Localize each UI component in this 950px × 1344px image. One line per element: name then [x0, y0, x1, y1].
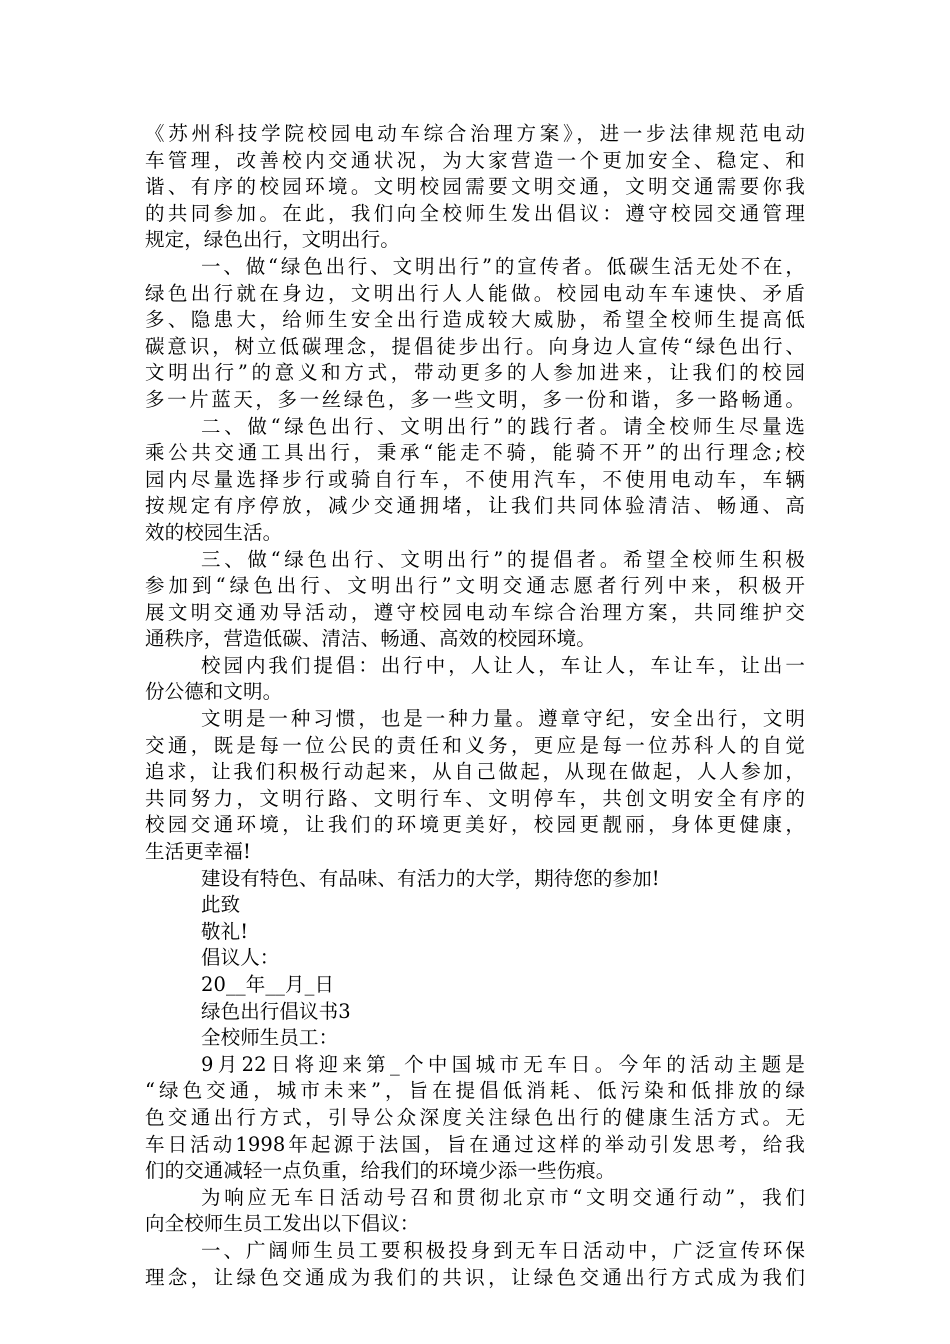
text-line: 为响应无车日活动号召和贯彻北京市“文明交通行动”，我们 — [201, 1185, 805, 1209]
text-line: 效的校园生活。 — [145, 520, 283, 544]
text-line: 一、做“绿色出行、文明出行”的宣传者。低碳生活无处不在， — [201, 254, 805, 278]
text-line: 按规定有序停放，减少交通拥堵，让我们共同体验清洁、畅通、高 — [145, 494, 805, 518]
text-line: 三、做“绿色出行、文明出行”的提倡者。希望全校师生积极 — [201, 547, 805, 571]
text-line: 车日活动1998年起源于法国，旨在通过这样的举动引发思考，给我 — [145, 1132, 805, 1156]
text-line: 20__年__月_日 — [201, 973, 335, 996]
text-line: 色交通出行方式，引导公众深度关注绿色出行的健康生活方式。无 — [145, 1105, 805, 1129]
text-line: 规定，绿色出行，文明出行。 — [145, 228, 400, 252]
text-line: 校园交通环境，让我们的环境更美好，校园更靓丽，身体更健康， — [145, 813, 805, 837]
text-line: 一、广阔师生员工要积极投身到无车日活动中，广泛宣传环保 — [201, 1238, 805, 1262]
text-line: 多一片蓝天，多一丝绿色，多一些文明，多一份和谐，多一路畅通。 — [145, 387, 805, 411]
text-line: 绿色出行倡议书3 — [201, 999, 351, 1023]
text-line: 文明是一种习惯，也是一种力量。遵章守纪，安全出行，文明 — [201, 707, 805, 731]
text-line: 车管理，改善校内交通状况，为大家营造一个更加安全、稳定、和 — [145, 148, 805, 172]
text-line: 文明出行”的意义和方式，带动更多的人参加进来，让我们的校园 — [145, 361, 805, 385]
text-line: 生活更幸福! — [145, 840, 251, 864]
text-line: 理念，让绿色交通成为我们的共识，让绿色交通出行方式成为我们 — [145, 1265, 805, 1289]
text-line: 园内尽量选择步行或骑自行车，不使用汽车，不使用电动车，车辆 — [145, 467, 805, 491]
text-line: 的共同参加。在此，我们向全校师生发出倡议：遵守校园交通管理 — [145, 201, 805, 225]
text-line: 全校师生员工： — [201, 1026, 339, 1050]
text-line: 此致 — [201, 893, 241, 917]
text-line: 绿色出行就在身边，文明出行人人能做。校园电动车车速快、矛盾 — [145, 281, 805, 305]
text-line: 二、做“绿色出行、文明出行”的践行者。请全校师生尽量选 — [201, 414, 805, 438]
text-line: 通秩序，营造低碳、清洁、畅通、高效的校园环境。 — [145, 627, 596, 651]
text-line: 们的交通减轻一点负重，给我们的环境少添一些伤痕。 — [145, 1159, 616, 1183]
text-line: 建设有特色、有品味、有活力的大学，期待您的参加! — [201, 866, 660, 890]
text-line: 交通，既是每一位公民的责任和义务，更应是每一位苏科人的自觉 — [145, 733, 805, 757]
text-line: 追求，让我们积极行动起来，从自己做起，从现在做起，人人参加， — [145, 760, 805, 784]
text-line: 向全校师生员工发出以下倡议： — [145, 1212, 420, 1236]
text-line: “绿色交通，城市未来”，旨在提倡低消耗、低污染和低排放的绿 — [145, 1079, 805, 1103]
text-line: 9月22日将迎来第_个中国城市无车日。今年的活动主题是 — [201, 1052, 805, 1076]
text-line: 碳意识，树立低碳理念，提倡徒步出行。向身边人宣传“绿色出行、 — [145, 334, 805, 358]
text-line: 多、隐患大，给师生安全出行造成较大威胁，希望全校师生提高低 — [145, 308, 805, 332]
text-line: 敬礼! — [201, 919, 249, 943]
text-line: 份公德和文明。 — [145, 680, 283, 704]
text-line: 校园内我们提倡：出行中，人让人，车让人，车让车，让出一 — [201, 653, 805, 677]
text-line: 倡议人： — [201, 946, 280, 970]
text-line: 《苏州科技学院校园电动车综合治理方案》，进一步法律规范电动 — [145, 122, 805, 145]
text-line: 展文明交通劝导活动，遵守校园电动车综合治理方案，共同维护交 — [145, 600, 805, 624]
text-line: 谐、有序的校园环境。文明校园需要文明交通，文明交通需要你我 — [145, 175, 805, 199]
document-body — [145, 121, 805, 1291]
text-line: 乘公共交通工具出行，秉承“能走不骑，能骑不开”的出行理念;校 — [145, 441, 805, 465]
text-line: 共同努力，文明行路、文明行车、文明停车，共创文明安全有序的 — [145, 786, 805, 810]
text-line: 参加到“绿色出行、文明出行”文明交通志愿者行列中来，积极开 — [145, 574, 805, 598]
